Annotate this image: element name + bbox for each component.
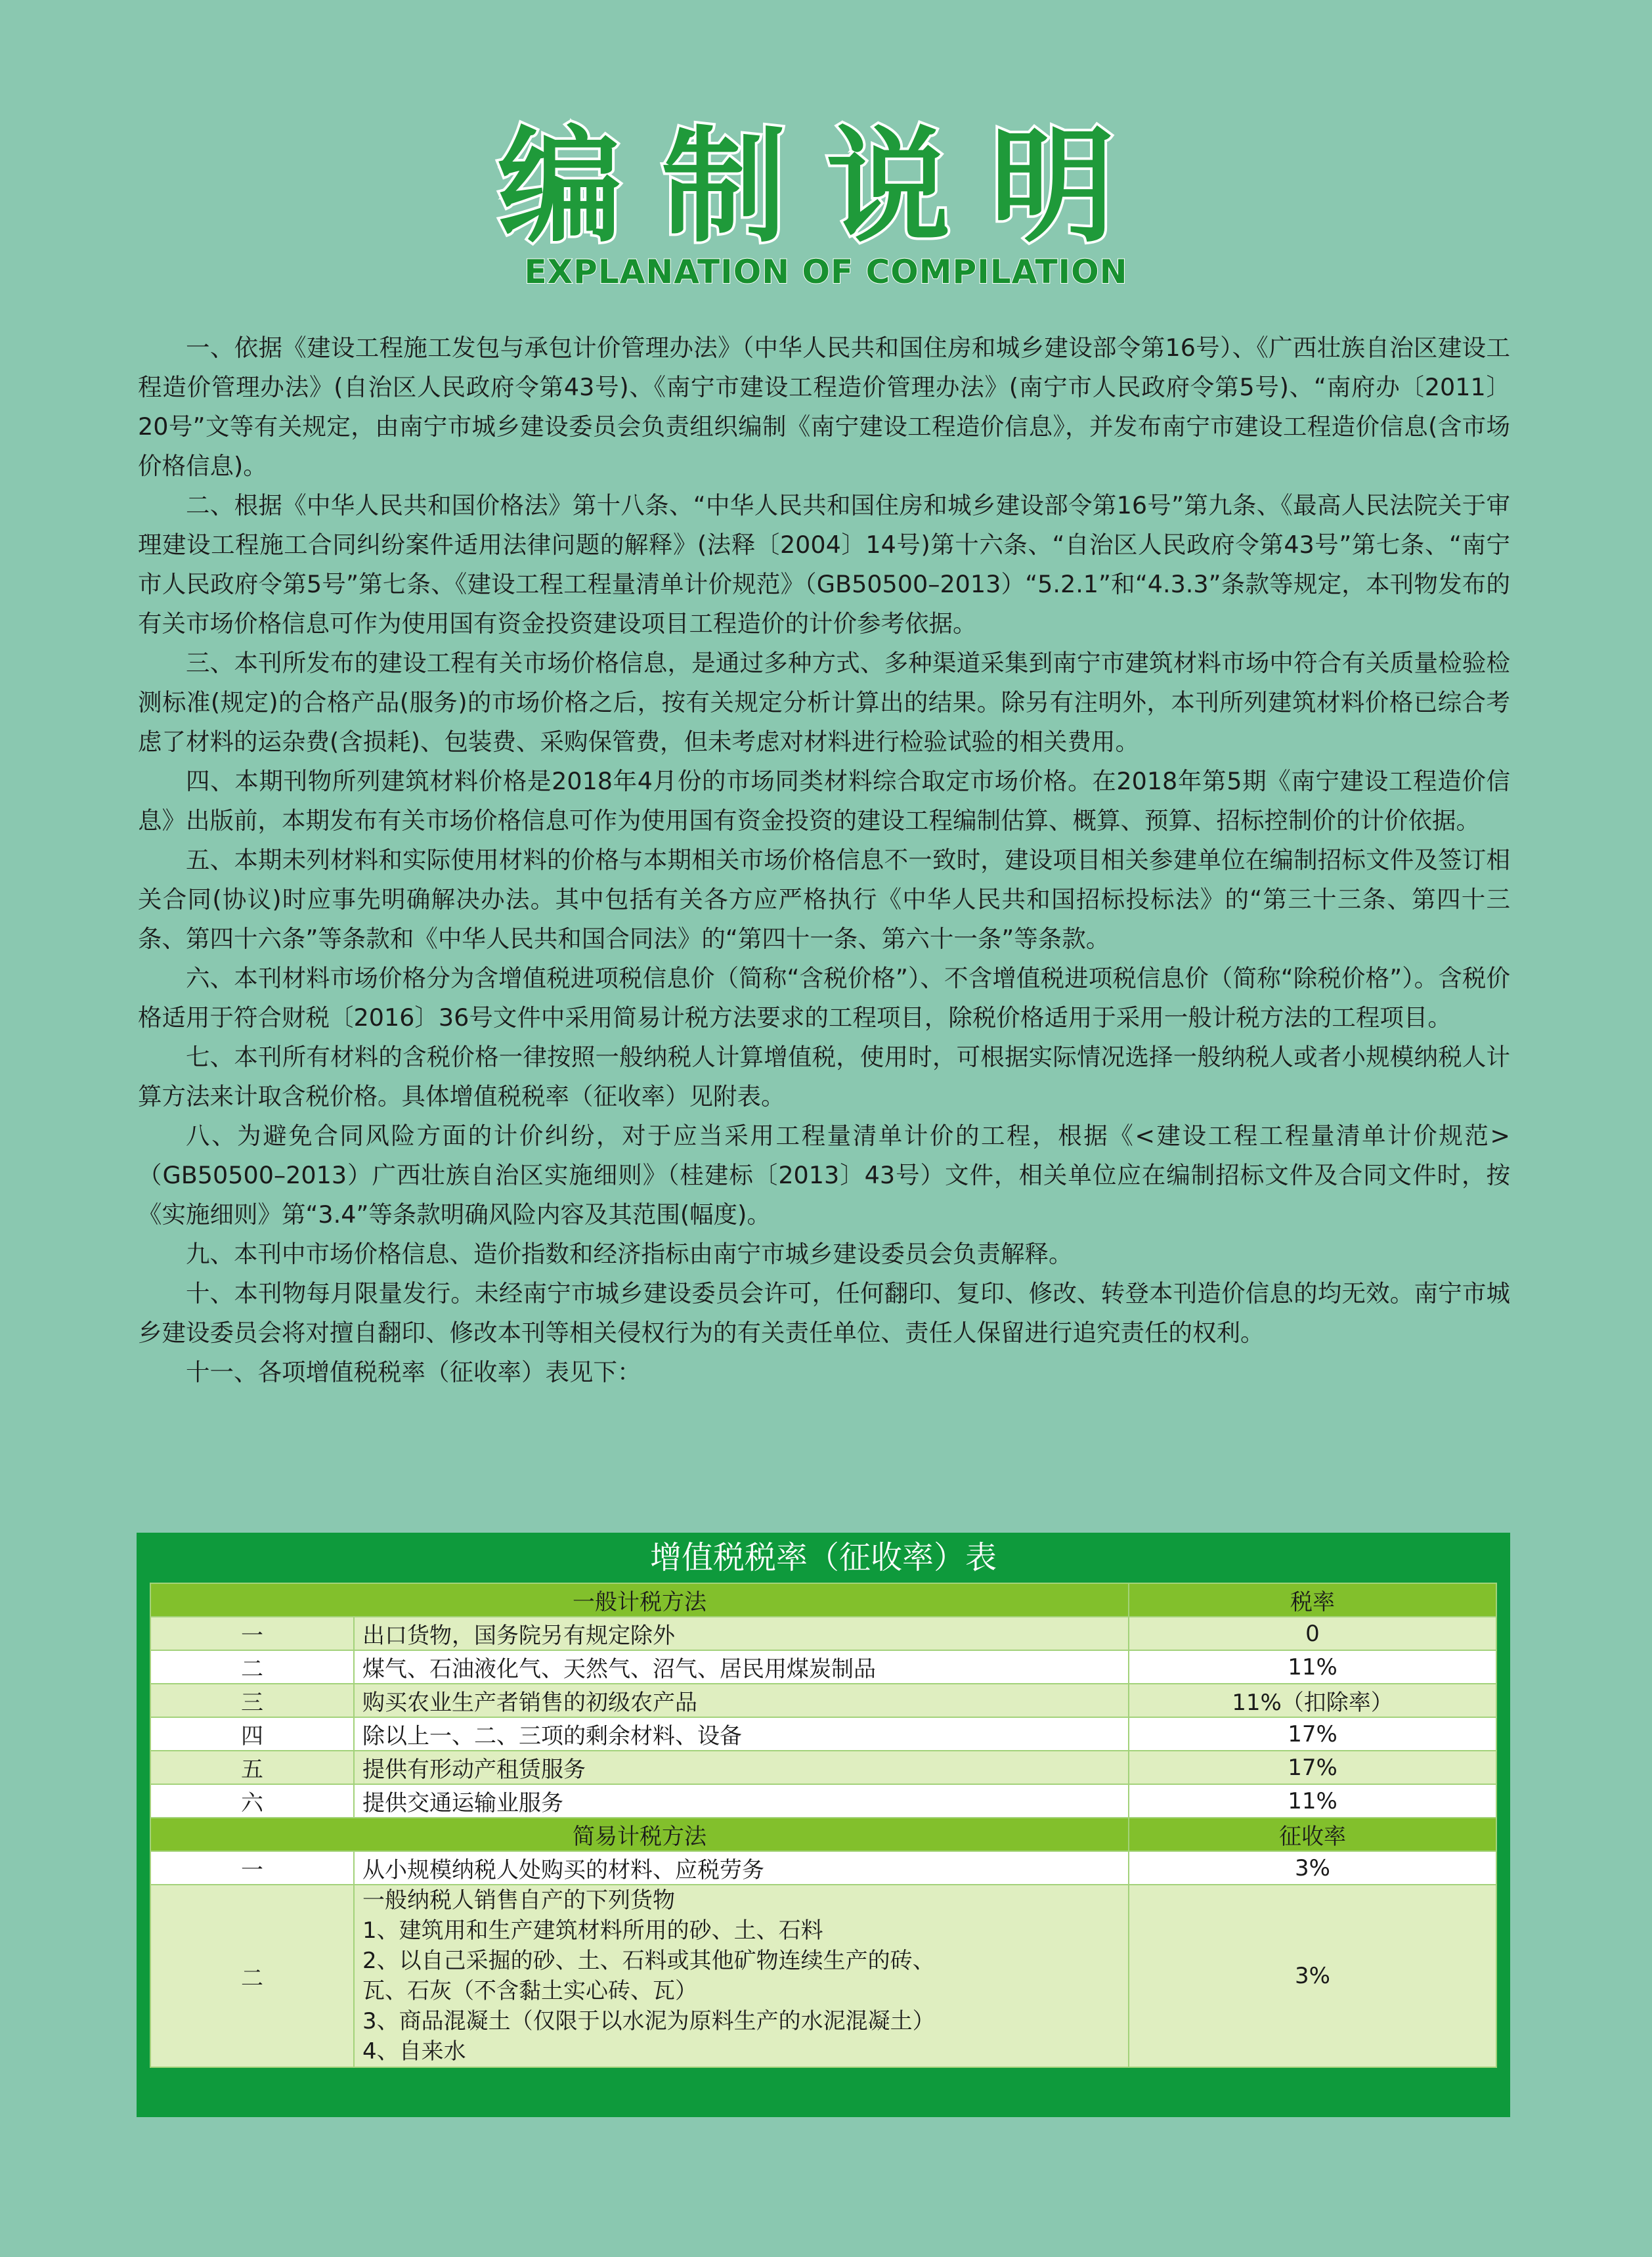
row-rate: 0 xyxy=(1129,1617,1496,1650)
table-header-general xyxy=(150,1583,1496,1617)
row-rate: 17% xyxy=(1129,1717,1496,1751)
levy-rate-header: 征收率 xyxy=(1129,1818,1496,1851)
row-number: 五 xyxy=(150,1751,354,1784)
row-rate: 17% xyxy=(1129,1751,1496,1784)
item-line: 2、以自己采掘的砂、土、石料或其他矿物连续生产的砖、 xyxy=(362,1948,935,1974)
table-row xyxy=(150,1684,1496,1717)
row-item: 煤气、石油液化气、天然气、沼气、居民用煤炭制品 xyxy=(354,1650,1129,1684)
item-line: 3、商品混凝土（仅限于以水泥为原料生产的水泥混凝土） xyxy=(362,2008,935,2034)
item-line: 瓦、石灰（不含黏土实心砖、瓦） xyxy=(362,1978,697,2004)
tax-rate-header: 税率 xyxy=(1129,1583,1496,1617)
paragraph-8: 八、为避免合同风险方面的计价纠纷，对于应当采用工程量清单计价的工程，根据《<建设工程工程量清单计价规范>（GB50500–2013）广西壮族自治区实施细则》（桂建标〔2013〕43号）文件，相关单位应在编制招标文件及合同文件时，按《实施细则》第“3.4”等条款明确风险内容及其范围(幅度)。 xyxy=(138,1122,1510,1229)
row-item-multiline xyxy=(354,1885,1129,2067)
row-item: 提供交通运输业服务 xyxy=(354,1784,1129,1818)
page-subtitle: EXPLANATION OF COMPILATION xyxy=(524,253,1128,291)
row-number: 六 xyxy=(150,1784,354,1818)
general-method-header: 一般计税方法 xyxy=(150,1583,1129,1617)
paragraph-4: 四、本期刊物所列建筑材料价格是2018年4月份的市场同类材料综合取定市场价格。在2018年第5期《南宁建设工程造价信息》出版前，本期发布有关市场价格信息可作为使用国有资金投资的建设工程编制估算、概算、预算、招标控制价的计价依据。 xyxy=(138,767,1510,835)
paragraph-11: 十一、各项增值税税率（征收率）表见下： xyxy=(186,1358,641,1386)
row-number: 二 xyxy=(150,1650,354,1684)
table-row xyxy=(150,1885,1496,2067)
table-row xyxy=(150,1617,1496,1650)
row-item: 除以上一、二、三项的剩余材料、设备 xyxy=(354,1717,1129,1751)
row-item: 提供有形动产租赁服务 xyxy=(354,1751,1129,1784)
row-item: 出口货物，国务院另有规定除外 xyxy=(354,1617,1129,1650)
simple-method-header: 简易计税方法 xyxy=(150,1818,1129,1851)
row-number: 二 xyxy=(150,1885,354,2067)
row-rate: 11%（扣除率） xyxy=(1129,1684,1496,1717)
table-row xyxy=(150,1650,1496,1684)
row-number: 一 xyxy=(150,1851,354,1885)
paragraph-1: 一、依据《建设工程施工发包与承包计价管理办法》（中华人民共和国住房和城乡建设部令第16号）、《广西壮族自治区建设工程造价管理办法》(自治区人民政府令第43号)、《南宁市建设工程造价管理办法》(南宁市人民政府令第5号)、“南府办〔2011〕20号”文等有关规定，由南宁市城乡建设委员会负责组织编制《南宁建设工程造价信息》，并发布南宁市建设工程造价信息(含市场价格信息)。 xyxy=(138,334,1510,480)
explanation-body xyxy=(138,328,1510,1392)
table-row xyxy=(150,1851,1496,1885)
item-line: 一般纳税人销售自产的下列货物 xyxy=(362,1887,675,1914)
paragraph-10: 十、本刊物每月限量发行。未经南宁市城乡建设委员会许可，任何翻印、复印、修改、转登本刊造价信息的均无效。南宁市城乡建设委员会将对擅自翻印、修改本刊等相关侵权行为的有关责任单位、责任人保留进行追究责任的权利。 xyxy=(138,1279,1510,1347)
row-number: 四 xyxy=(150,1717,354,1751)
row-rate: 3% xyxy=(1129,1885,1496,2067)
row-rate: 11% xyxy=(1129,1784,1496,1818)
table-title: 增值税税率（征收率）表 xyxy=(649,1539,997,1576)
row-number: 三 xyxy=(150,1684,354,1717)
paragraph-3: 三、本刊所发布的建设工程有关市场价格信息，是通过多种方式、多种渠道采集到南宁市建筑材料市场中符合有关质量检验检测标准(规定)的合格产品(服务)的市场价格之后，按有关规定分析计算出的结果。除另有注明外，本刊所列建筑材料价格已综合考虑了材料的运杂费(含损耗)、包装费、采购保管费，但未考虑对材料进行检验试验的相关费用。 xyxy=(138,649,1510,756)
table-row xyxy=(150,1784,1496,1818)
paragraph-6: 六、本刊材料市场价格分为含增值税进项税信息价（简称“含税价格”）、不含增值税进项税信息价（简称“除税价格”）。含税价格适用于符合财税〔2016〕36号文件中采用简易计税方法要求的工程项目，除税价格适用于采用一般计税方法的工程项目。 xyxy=(138,964,1510,1032)
row-number: 一 xyxy=(150,1617,354,1650)
item-line: 4、自来水 xyxy=(362,2038,466,2065)
rate-table-grid xyxy=(150,1583,1497,2068)
row-rate: 11% xyxy=(1129,1650,1496,1684)
table-row xyxy=(150,1717,1496,1751)
item-line: 1、建筑用和生产建筑材料所用的砂、土、石料 xyxy=(362,1917,823,1944)
paragraph-9: 九、本刊中市场价格信息、造价指数和经济指标由南宁市城乡建设委员会负责解释。 xyxy=(186,1240,1073,1268)
table-header-simple xyxy=(150,1818,1496,1851)
paragraph-2: 二、根据《中华人民共和国价格法》第十八条、“中华人民共和国住房和城乡建设部令第16号”第九条、《最高人民法院关于审理建设工程施工合同纠纷案件适用法律问题的解释》(法释〔2004〕14号)第十六条、“自治区人民政府令第43号”第七条、“南宁市人民政府令第5号”第七条、《建设工程工程量清单计价规范》（GB50500–2013）“5.2.1”和“4.3.3”条款等规定，本刊物发布的有关市场价格信息可作为使用国有资金投资建设项目工程造价的计价参考依据。 xyxy=(138,491,1510,638)
row-rate: 3% xyxy=(1129,1851,1496,1885)
table-row xyxy=(150,1751,1496,1784)
page-title: 编制说明 xyxy=(497,114,1154,259)
paragraph-5: 五、本期未列材料和实际使用材料的价格与本期相关市场价格信息不一致时，建设项目相关参建单位在编制招标文件及签订相关合同(协议)时应事先明确解决办法。其中包括有关各方应严格执行《中华人民共和国招标投标法》的“第三十三条、第四十三条、第四十六条”等条款和《中华人民共和国合同法》的“第四十一条、第六十一条”等条款。 xyxy=(138,846,1510,953)
row-item: 购买农业生产者销售的初级农产品 xyxy=(354,1684,1129,1717)
paragraph-7: 七、本刊所有材料的含税价格一律按照一般纳税人计算增值税，使用时，可根据实际情况选择一般纳税人或者小规模纳税人计算方法来计取含税价格。具体增值税税率（征收率）见附表。 xyxy=(138,1043,1510,1110)
vat-rate-table xyxy=(137,1533,1510,2117)
row-item: 从小规模纳税人处购买的材料、应税劳务 xyxy=(354,1851,1129,1885)
